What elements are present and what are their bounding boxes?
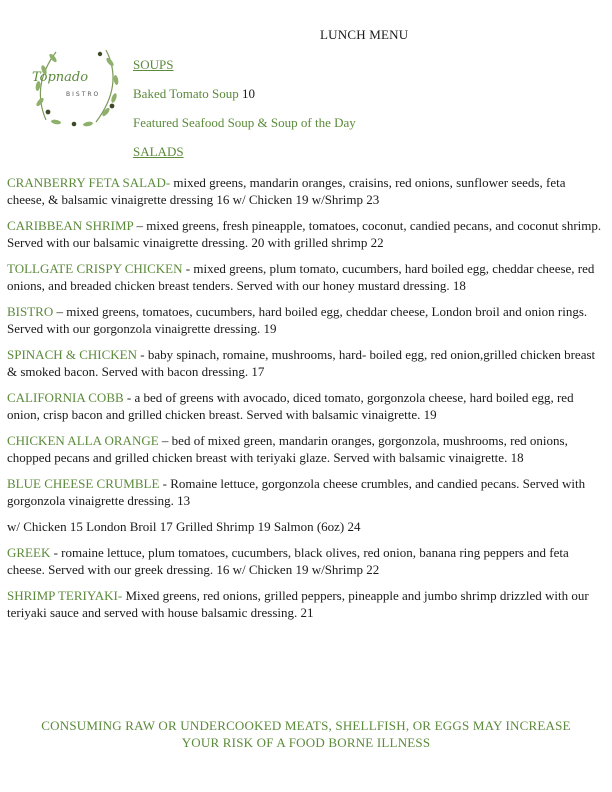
salad-item [7,432,606,466]
warning-line: YOUR RISK OF A FOOD BORNE ILLNESS [181,735,431,750]
salad-name: BLUE CHEESE CRUMBLE [7,476,160,491]
soup-item [133,85,356,114]
salad-name: GREEK [7,545,51,560]
salad-name: CRANBERRY FETA SALAD- [7,175,171,190]
warning-line: CONSUMING RAW OR UNDERCOOKED MEATS, SHELLFISH, OR EGGS MAY INCREASE [41,718,571,733]
salad-item [7,174,606,208]
soup-item [133,114,356,143]
salad-desc: mixed greens, mandarin oranges, craisins, red onions, sunflower seeds, feta cheese, & balsamic vinaigrette dressing 16 w/ Chicken 19 w/Shrimp 23 [7,175,566,207]
salad-desc: - romaine lettuce, plum tomatoes, cucumbers, black olives, red onion, banana ring peppers and feta cheese. Served with our greek dressing. 16 w/ Chicken 19 w/Shrimp 22 [7,545,569,577]
salads-heading: SALADS [133,144,184,159]
salad-item [7,475,606,509]
olive-wreath-icon [26,40,126,130]
soup-name: Baked Tomato Soup [133,86,239,101]
salad-name: CALIFORNIA COBB [7,390,124,405]
soup-price: 10 [241,86,255,101]
salad-name: CARIBBEAN SHRIMP [7,218,134,233]
food-safety-warning [0,717,612,751]
salad-item [7,544,606,578]
salad-name: BISTRO [7,304,54,319]
salad-desc: Mixed greens, red onions, grilled peppers, pineapple and jumbo shrimp drizzled with our teriyaki sauce and served with house balsamic dressing. 21 [7,588,589,620]
salad-desc: - mixed greens, plum tomato, cucumbers, hard boiled egg, cheddar cheese, red onions, and breaded chicken breast tenders. Served with our honey mustard dressing. 18 [7,261,595,293]
salad-name: CHICKEN ALLA ORANGE [7,433,159,448]
salad-item [7,389,606,423]
salad-desc: - Romaine lettuce, gorgonzola cheese crumbles, and candied pecans. Served with gorgonzola vinaigrette dressing. 13 [7,476,586,508]
logo-text: Topnado [32,70,89,85]
logo-subtext: BISTRO [66,91,101,98]
salad-item [7,303,606,337]
soups-section [133,56,356,172]
soups-heading: SOUPS [133,57,174,72]
salad-name: SPINACH & CHICKEN [7,347,138,362]
salad-item [7,346,606,380]
salad-name: SHRIMP TERIYAKI- [7,588,123,603]
salad-desc: – bed of mixed green, mandarin oranges, gorgonzola, mushrooms, red onions, chopped pecans and grilled chicken breast with teriyaki glaze. Served with balsamic vinaigrette. 18 [7,433,568,465]
salad-desc: – mixed greens, fresh pineapple, tomatoes, coconut, candied pecans, and coconut shrimp. Served with our balsamic vinaigrette dressing. 20 with grilled shrimp 22 [7,218,602,250]
salad-item [7,260,606,294]
page-title: LUNCH MENU [320,27,409,42]
salad-desc: - baby spinach, romaine, mushrooms, hard- boiled egg, red onion,grilled chicken breast & smoked bacon. Served with bacon dressing. 17 [7,347,596,379]
salad-name: TOLLGATE CRISPY CHICKEN [7,261,183,276]
salad-desc: – mixed greens, tomatoes, cucumbers, hard boiled egg, cheddar cheese, London broil and onion rings. Served with our gorgonzola vinaigrette dressing. 19 [7,304,588,336]
salads-list [7,174,606,630]
bistro-logo [26,40,126,130]
salad-desc: - a bed of greens with avocado, diced tomato, gorgonzola cheese, hard boiled egg, red onion, crisp bacon and grilled chicken breast. Served with balsamic vinaigrette. 19 [7,390,574,422]
salad-item [7,217,606,251]
salad-item [7,587,606,621]
salad-addons: w/ Chicken 15 London Broil 17 Grilled Shrimp 19 Salmon (6oz) 24 [7,519,361,534]
soup-name: Featured Seafood Soup & Soup of the Day [133,115,356,130]
